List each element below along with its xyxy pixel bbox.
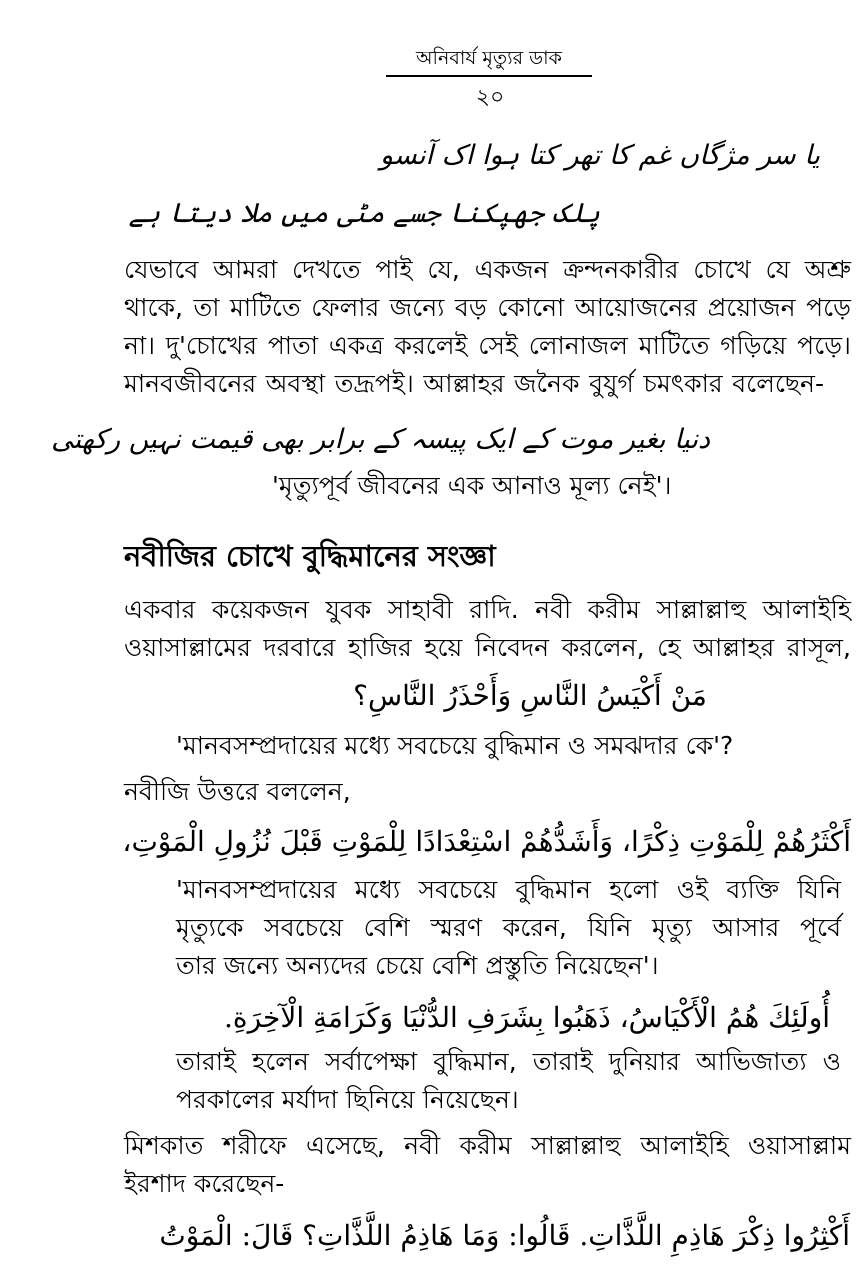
answer-translation-line-1: 'মানবসম্প্রদায়ের মধ্যে সবচেয়ে বুদ্ধিমান হলো ওই ব্যক্তি যিনি: [176, 875, 841, 904]
answer-intro: নবীজি উত্তরে বললেন,: [124, 777, 351, 806]
paragraph-3-line-1: মিশকাত শরীফে এসেছে, নবী করীম সাল্লাল্লাহু আলাইহি ওয়াসাল্লাম: [124, 1131, 851, 1160]
paragraph-1-line-1: যেভাবে আমরা দেখতে পাই যে, একজন ক্রন্দনকারীর চোখে যে অশ্রু: [124, 255, 851, 284]
urdu-verse-line-2: پلک جھپکنا جسے مٹی میں ملا دیتا ہے: [128, 198, 600, 229]
paragraph-1-line-3: না। দু'চোখের পাতা একত্র করলেই সেই লোনাজল মাটিতে গড়িয়ে পড়ে।: [124, 331, 851, 360]
paragraph-3-line-2: ইরশাদ করেছেন-: [124, 1169, 285, 1198]
arabic-hadith: أَكْثِرُوا ذِكْرَ هَاذِمِ اللَّذَّاتِ. قَالُوا: وَمَا هَاذِمُ اللَّذَّاتِ؟ قَالَ: الْمَوْتُ: [159, 1219, 850, 1252]
urdu-quote-translation: 'মৃত্যুপূর্ব জীবনের এক আনাও মূল্য নেই'।: [272, 471, 672, 500]
paragraph-2-line-2: ওয়াসাল্লামের দরবারে হাজির হয়ে নিবেদন করলেন, হে আল্লাহর রাসূল,: [124, 633, 851, 662]
header-rule: [386, 75, 592, 77]
arabic-answer: أَكْثَرُهُمْ لِلْمَوْتِ ذِكْرًا، وَأَشَدُّهُمْ اسْتِعْدَادًا لِلْمَوْتِ قَبْلَ نُزُولِ الْمَوْتِ،: [122, 825, 851, 858]
page-number: ২০: [475, 85, 505, 110]
section-heading: নবীজির চোখে বুদ্ধিমানের সংজ্ঞা: [124, 539, 496, 573]
urdu-verse-line-1: یا سر مژگاں غم کا تھر کتا ہوا اک آنسو: [379, 140, 820, 171]
paragraph-1-line-2: থাকে, তা মাটিতে ফেলার জন্যে বড় কোনো আয়োজনের প্রয়োজন পড়ে: [124, 293, 851, 322]
paragraph-1-line-4: মানবজীবনের অবস্থা তদ্রূপই। আল্লাহর জনৈক বুযুর্গ চমৎকার বলেছেন-: [124, 369, 824, 398]
urdu-quote: دنیا بغیر موت کے ایک پیسہ کے برابر بھی قیمت نہیں رکھتی: [51, 424, 710, 455]
question-translation: 'মানবসম্প্রদায়ের মধ্যে সবচেয়ে বুদ্ধিমান ও সমঝদার কে'?: [176, 731, 734, 760]
running-header: অনিবার্য মৃত্যুর ডাক: [416, 47, 562, 69]
arabic-question: مَنْ أَكْيَسُ النَّاسِ وَأَحْذَرُ النَّاسِ؟: [353, 679, 707, 712]
conclusion-translation-line-2: পরকালের মর্যাদা ছিনিয়ে নিয়েছেন।: [176, 1085, 519, 1114]
arabic-conclusion: أُولَئِكَ هُمُ الْأَكْيَاسُ، ذَهَبُوا بِشَرَفِ الدُّنْيَا وَكَرَامَةِ الْآخِرَةِ.: [224, 1001, 830, 1034]
paragraph-2-line-1: একবার কয়েকজন যুবক সাহাবী রাদি. নবী করীম সাল্লাল্লাহু আলাইহি: [124, 595, 851, 624]
answer-translation-line-2: মৃত্যুকে সবচেয়ে বেশি স্মরণ করেন, যিনি মৃত্যু আসার পূর্বে: [176, 913, 841, 942]
conclusion-translation-line-1: তারাই হলেন সর্বাপেক্ষা বুদ্ধিমান, তারাই দুনিয়ার আভিজাত্য ও: [176, 1047, 841, 1076]
answer-translation-line-3: তার জন্যে অন্যদের চেয়ে বেশি প্রস্তুতি নিয়েছেন'।: [176, 951, 659, 980]
